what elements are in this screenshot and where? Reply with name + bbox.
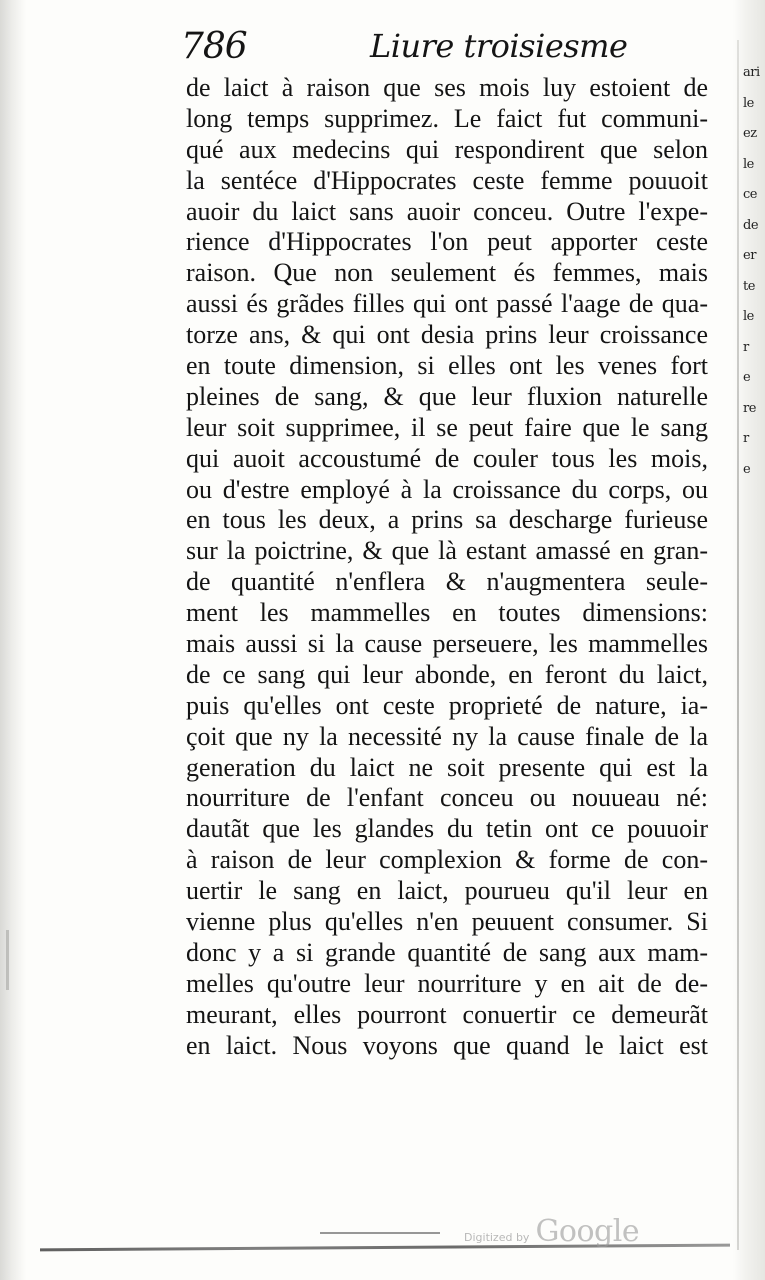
text-line: donc y a si grande quantité de sang aux mam- (186, 937, 708, 967)
running-title: Liure troisiesme (370, 27, 628, 65)
margin-fragment: e (743, 370, 751, 385)
text-line: raison. Que non seulement és femmes, mais (186, 258, 708, 288)
page-number: 786 (181, 26, 247, 67)
adjacent-page-fragments (743, 58, 765, 485)
left-page-edge (0, 0, 26, 1280)
text-line: pleines de sang, & que leur fluxion naturelle (186, 381, 708, 411)
margin-fragment: le (743, 95, 754, 111)
margin-fragment: de (743, 217, 759, 233)
watermark-prefix: Digitized by (464, 1231, 530, 1244)
text-line: aussi és grãdes filles qui ont passé l'aage de qua- (186, 289, 708, 319)
text-line: uertir le sang en laict, pourueu qu'il leur en (186, 876, 708, 906)
digitization-watermark (464, 1214, 639, 1249)
text-line: ment les mammelles en toutes dimensions: (186, 598, 708, 628)
text-line: nourriture de l'enfant conceu ou nouueau né: (186, 783, 708, 813)
body-text (186, 73, 708, 1062)
text-line: auoir du laict sans auoir conceu. Outre l'expe- (186, 196, 708, 226)
text-line: long temps supprimez. Le faict fut communi- (186, 103, 708, 133)
gutter-fold-line (737, 40, 739, 1250)
text-line: mais aussi si la cause perseuere, les mammelles (186, 629, 708, 659)
text-line: à raison de leur complexion & forme de con- (186, 845, 708, 875)
watermark-brand: Google (535, 1214, 640, 1249)
text-line: en laict. Nous voyons que quand le laict est (186, 1030, 708, 1060)
margin-fragment: ez (743, 126, 757, 141)
margin-fragment: te (743, 278, 755, 294)
text-line: sur la poictrine, & que là estant amassé en gran- (186, 536, 708, 566)
margin-fragment: r (743, 339, 749, 355)
margin-fragment: ce (743, 187, 757, 202)
text-line: meurant, elles pourront conuertir ce demeurãt (186, 999, 708, 1029)
text-line: vienne plus qu'elles n'en peuuent consumer. Si (186, 907, 708, 937)
margin-fragment: re (743, 400, 756, 416)
text-line: puis qu'elles ont ceste proprieté de nature, ia- (186, 690, 708, 720)
text-line: de ce sang qui leur abonde, en feront du laict, (186, 659, 708, 689)
text-line: dautãt que les glandes du tetin ont ce pouuoir (186, 814, 708, 844)
text-line: rience d'Hippocrates l'on peut apporter ceste (186, 227, 708, 257)
text-line: en tous les deux, a prins sa descharge furieuse (186, 505, 708, 535)
text-line: melles qu'outre leur nourriture y en ait de de- (186, 968, 708, 998)
margin-fragment: er (743, 248, 756, 263)
page-edge-streak (6, 930, 9, 990)
margin-fragment: ari (743, 65, 760, 80)
bottom-smudge (320, 1232, 440, 1234)
margin-fragment: e (743, 461, 751, 477)
margin-fragment: le (743, 156, 754, 172)
text-line: ou d'estre employé à la croissance du corps, ou (186, 474, 708, 504)
text-line: qui auoit accoustumé de couler tous les mois, (186, 443, 708, 473)
text-line: de quantité n'enflera & n'augmentera seule- (186, 567, 708, 597)
text-line: qué aux medecins qui respondirent que selon (186, 134, 708, 164)
text-line: la sentéce d'Hippocrates ceste femme pouuoit (186, 165, 708, 195)
text-line: de laict à raison que ses mois luy estoient de (186, 73, 708, 102)
text-line: leur soit supprimee, il se peut faire que le sang (186, 412, 708, 442)
margin-fragment: le (743, 309, 754, 324)
text-line: torze ans, & qui ont desia prins leur croissance (186, 320, 708, 350)
text-line: generation du laict ne soit presente qui est la (186, 752, 708, 782)
text-line: en toute dimension, si elles ont les venes fort (186, 351, 708, 381)
margin-fragment: r (743, 431, 749, 446)
text-line: çoit que ny la necessité ny la cause finale de la (186, 721, 708, 751)
